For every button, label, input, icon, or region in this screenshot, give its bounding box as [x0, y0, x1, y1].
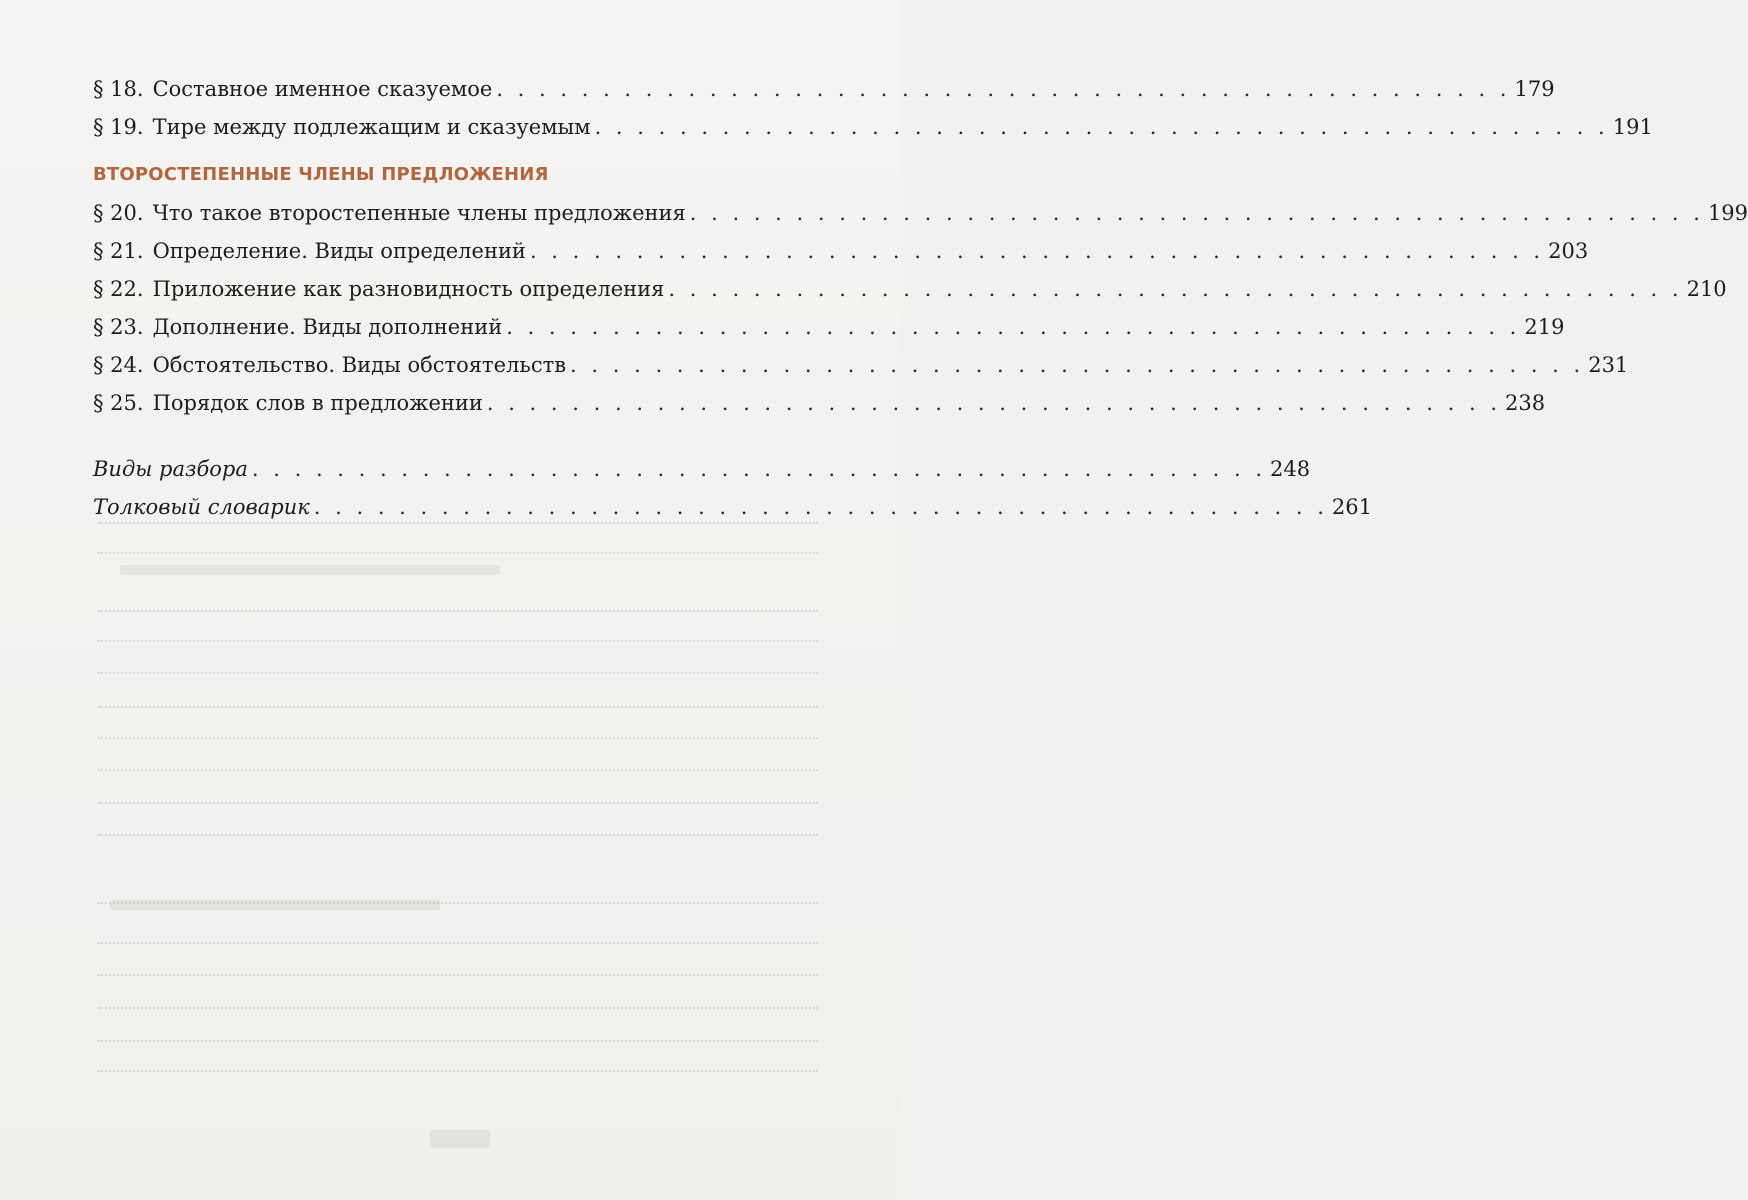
entry-page: 231: [1588, 353, 1629, 377]
dot-leader: . . . . . . . . . . . . . . . . . . . . . . . . . . . . . . . . . . . . . . . . . . . . . . . .: [506, 315, 1521, 339]
toc-entry-24[interactable]: [93, 346, 1629, 384]
entry-number: § 24.: [93, 353, 144, 377]
toc-entry-19[interactable]: [93, 108, 1653, 146]
table-of-contents: [93, 70, 1748, 526]
entry-page: 199: [1707, 201, 1748, 225]
entry-page: 179: [1514, 77, 1555, 101]
entry-number: § 23.: [93, 315, 144, 339]
section-heading: ВТОРОСТЕПЕННЫЕ ЧЛЕНЫ ПРЕДЛОЖЕНИЯ: [93, 164, 549, 185]
toc-entry-23[interactable]: [93, 308, 1565, 346]
dot-leader: . . . . . . . . . . . . . . . . . . . . . . . . . . . . . . . . . . . . . . . . . . . . . . . .: [313, 495, 1328, 519]
entry-page: 219: [1524, 315, 1565, 339]
entry-title: Дополнение. Виды дополнений: [152, 315, 503, 339]
dot-leader: . . . . . . . . . . . . . . . . . . . . . . . . . . . . . . . . . . . . . . . . . . . . . . . .: [496, 77, 1511, 101]
entry-title: Толковый словарик: [93, 495, 310, 519]
toc-entry-18[interactable]: [93, 70, 1555, 108]
spacer: [93, 422, 833, 450]
entry-number: § 22.: [93, 277, 144, 301]
entry-title: Порядок слов в предложении: [152, 391, 483, 415]
dot-leader: . . . . . . . . . . . . . . . . . . . . . . . . . . . . . . . . . . . . . . . . . . . . . . . .: [668, 277, 1683, 301]
entry-number: § 21.: [93, 239, 144, 263]
entry-title: Приложение как разновидность определения: [152, 277, 665, 301]
toc-entry-25[interactable]: [93, 384, 1546, 422]
entry-page: 248: [1270, 457, 1311, 481]
entry-page: 210: [1686, 277, 1727, 301]
dot-leader: . . . . . . . . . . . . . . . . . . . . . . . . . . . . . . . . . . . . . . . . . . . . . . . .: [486, 391, 1502, 415]
entry-number: § 18.: [93, 77, 144, 101]
toc-entry-analysis-types[interactable]: [93, 450, 1311, 488]
entry-title: Составное именное сказуемое: [152, 77, 493, 101]
dot-leader: . . . . . . . . . . . . . . . . . . . . . . . . . . . . . . . . . . . . . . . . . . . . . . . .: [689, 201, 1704, 225]
entry-page: 203: [1548, 239, 1589, 263]
entry-number: § 20.: [93, 201, 144, 225]
entry-title: Что такое второстепенные члены предложения: [152, 201, 686, 225]
toc-entry-glossary[interactable]: [93, 488, 1373, 526]
toc-entry-22[interactable]: [93, 270, 1727, 308]
dot-leader: . . . . . . . . . . . . . . . . . . . . . . . . . . . . . . . . . . . . . . . . . . . . . . . .: [570, 353, 1585, 377]
entry-title: Виды разбора: [93, 457, 248, 481]
entry-title: Обстоятельство. Виды обстоятельств: [152, 353, 567, 377]
toc-entry-21[interactable]: [93, 232, 1589, 270]
entry-page: 191: [1612, 115, 1653, 139]
dot-leader: . . . . . . . . . . . . . . . . . . . . . . . . . . . . . . . . . . . . . . . . . . . . . . . .: [594, 115, 1609, 139]
entry-title: Тире между подлежащим и сказуемым: [152, 115, 591, 139]
toc-entry-20[interactable]: [93, 194, 1748, 232]
entry-number: § 25.: [93, 391, 144, 415]
dot-leader: . . . . . . . . . . . . . . . . . . . . . . . . . . . . . . . . . . . . . . . . . . . . . . . .: [251, 457, 1267, 481]
entry-title: Определение. Виды определений: [152, 239, 526, 263]
dot-leader: . . . . . . . . . . . . . . . . . . . . . . . . . . . . . . . . . . . . . . . . . . . . . . . .: [529, 239, 1545, 263]
entry-number: § 19.: [93, 115, 144, 139]
entry-page: 238: [1505, 391, 1546, 415]
entry-page: 261: [1331, 495, 1373, 519]
